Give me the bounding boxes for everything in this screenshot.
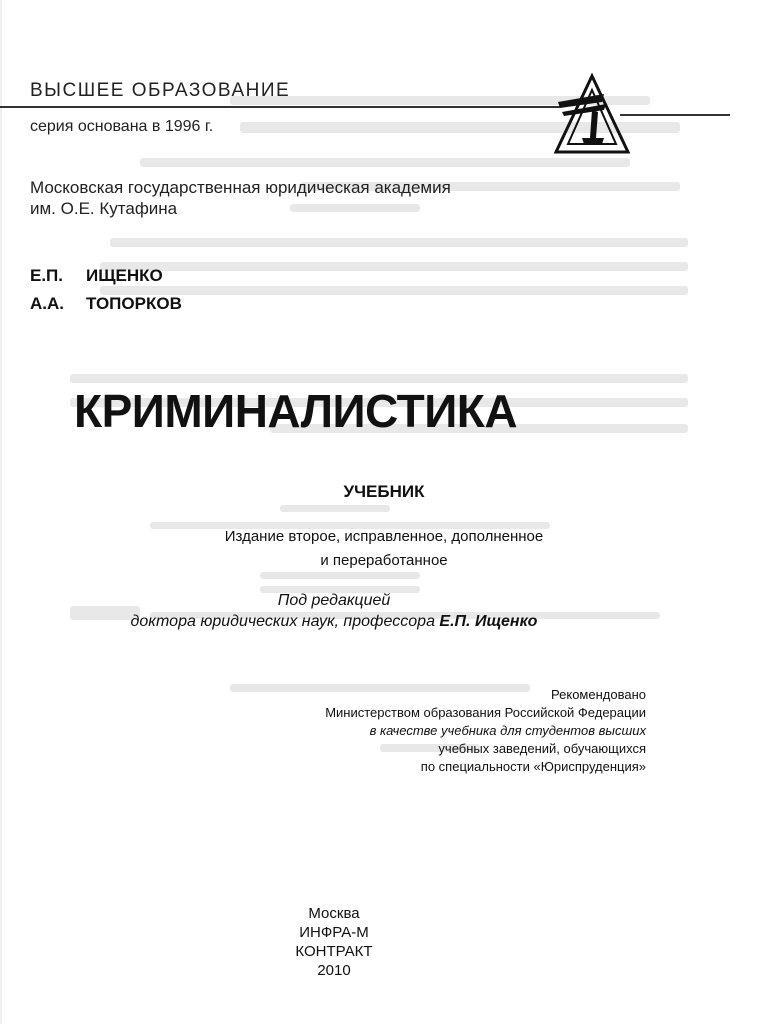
- edition-line-1: Издание второе, исправленное, дополненное: [224, 528, 544, 545]
- author-1-surname: ИЩЕНКО: [86, 266, 163, 285]
- publisher-name-1: ИНФРА-М: [299, 924, 369, 941]
- recommendation-line-4: учебных заведений, обучающихся: [438, 741, 646, 756]
- series-title: ВЫСШЕЕ ОБРАЗОВАНИЕ: [30, 80, 291, 101]
- header-rule: [0, 106, 560, 108]
- recommendation-line-1: Рекомендовано: [551, 687, 646, 702]
- publication-year: 2010: [317, 962, 351, 979]
- publisher-block: [0, 904, 668, 980]
- recommendation-line-5: по специальности «Юриспруденция»: [420, 759, 646, 774]
- author-2: [30, 290, 182, 318]
- recommendation-block: [325, 686, 646, 776]
- editor-line-2: [0, 611, 668, 632]
- publisher-name-2: КОНТРАКТ: [295, 943, 373, 960]
- academy-name: [30, 177, 451, 219]
- recommendation-line-3: в качестве учебника для студентов высших: [369, 723, 646, 738]
- editor-credentials: доктора юридических наук, профессора: [130, 613, 435, 630]
- editor-info: [0, 590, 668, 632]
- author-2-surname: ТОПОРКОВ: [86, 294, 182, 313]
- author-1-initials: Е.П.: [30, 266, 64, 285]
- editor-line-1: Под редакцией: [277, 592, 391, 609]
- academy-line-2: им. О.Е. Кутафина: [30, 199, 178, 218]
- book-type: УЧЕБНИК: [343, 482, 425, 501]
- author-1: [30, 262, 182, 290]
- author-2-initials: А.А.: [30, 294, 64, 313]
- header-rule-right: [620, 114, 730, 116]
- torch-triangle-icon: [552, 72, 632, 158]
- edition-info: [0, 525, 768, 573]
- recommendation-line-2: Министерством образования Российской Федерации: [325, 705, 646, 720]
- publisher-city: Москва: [308, 905, 360, 922]
- edition-line-2: и переработанное: [320, 552, 448, 569]
- authors-block: [30, 262, 182, 318]
- series-note: серия основана в 1996 г.: [30, 118, 214, 135]
- academy-line-1: Московская государственная юридическая академия: [30, 178, 451, 197]
- editor-name: Е.П. Ищенко: [439, 613, 538, 630]
- book-title: КРИМИНАЛИСТИКА: [74, 385, 518, 437]
